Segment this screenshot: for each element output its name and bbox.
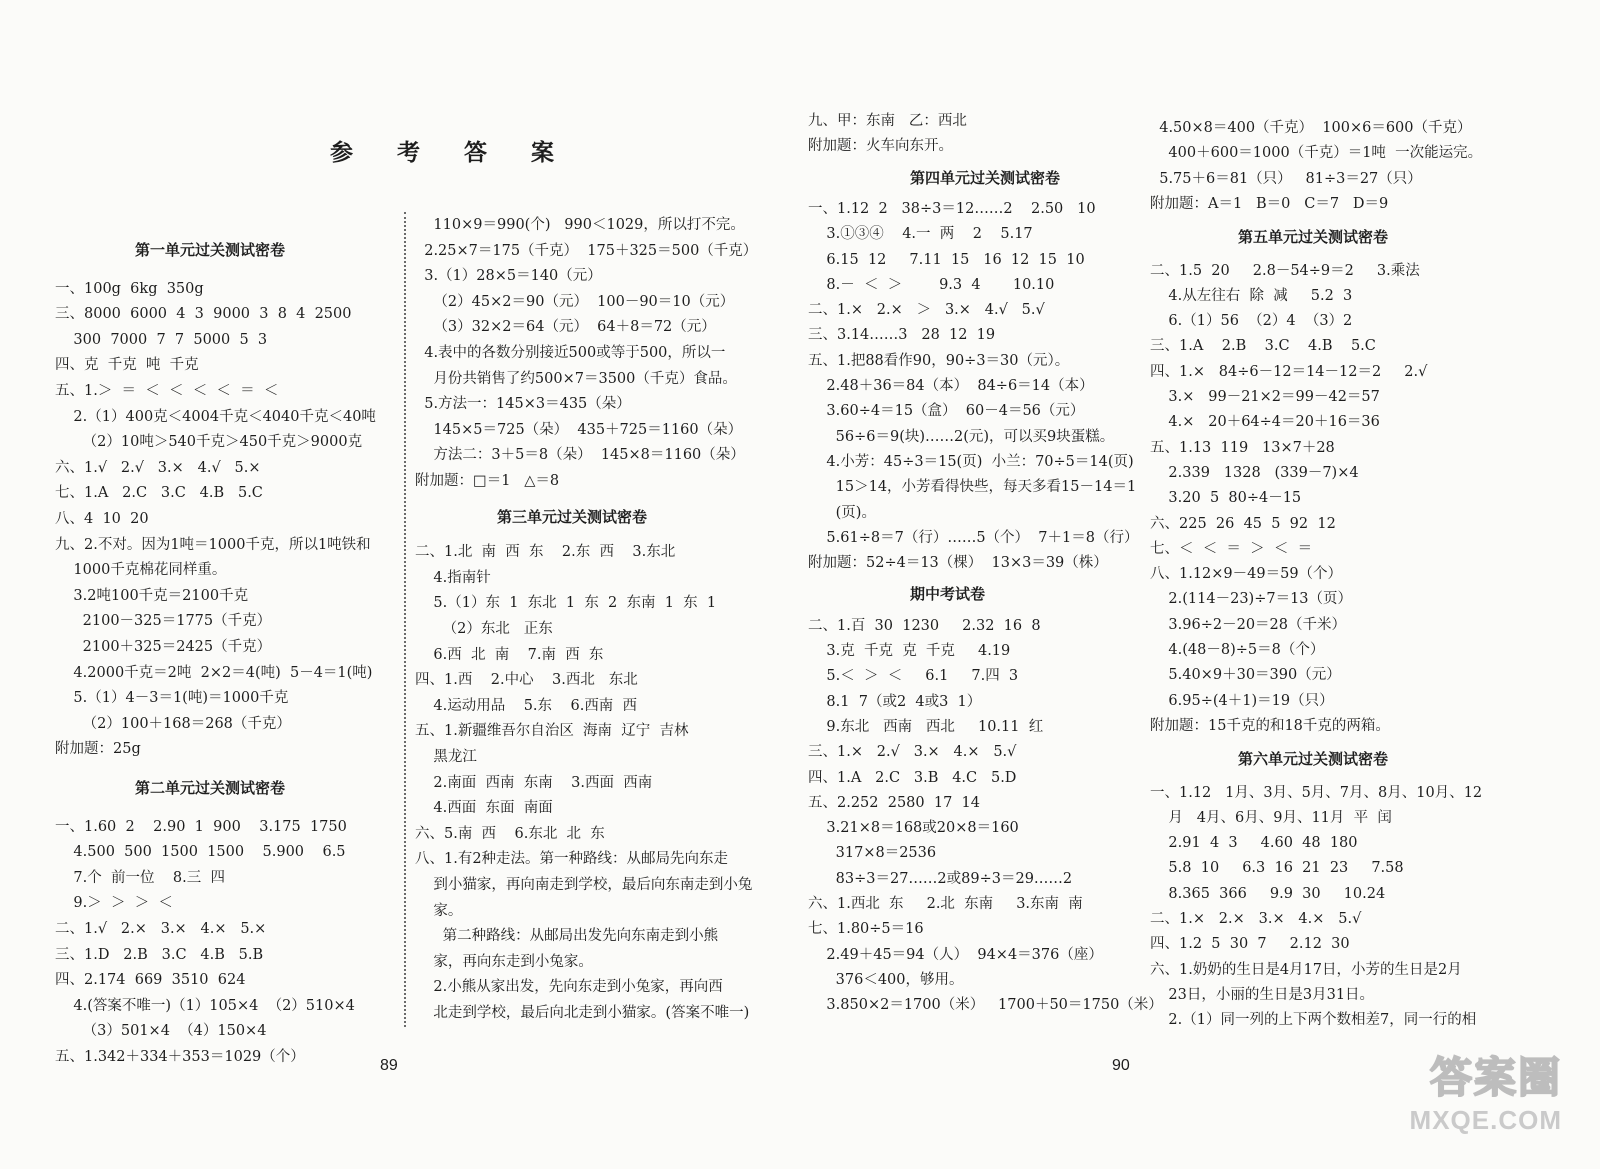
answer-line: 五、1.新疆维吾尔自治区 海南 辽宁 吉林 [415, 723, 689, 740]
answer-line: 3.96÷2－20＝28（千米） [1150, 616, 1346, 633]
page-title: 参 考 答 案 [330, 140, 573, 166]
answer-line: 七、＜ ＜ ＝ ＞ ＜ ＝ [1150, 540, 1313, 557]
section-heading: 第二单元过关测试密卷 [135, 779, 286, 797]
answer-line: （2）45×2＝90（元） 100－90＝10（元） [415, 293, 735, 310]
answer-line: 4.50×8＝400（千克） 100×6＝600（千克） [1150, 120, 1472, 136]
answer-line: 4.500 500 1500 1500 5.900 6.5 [55, 844, 346, 861]
answer-line: 2.(114－23)÷7＝13（页） [1150, 591, 1353, 608]
answer-line: 6.西 北 南 7.南 西 东 [415, 646, 604, 663]
answer-line: 4.小芳：45÷3＝15(页) 小兰：70÷5＝14(页) [808, 453, 1134, 470]
answer-line: (页)。 [808, 504, 876, 521]
page-number-left: 89 [380, 1057, 398, 1074]
answer-line: 2100－325＝1775（千克） [55, 613, 272, 630]
answer-line: （3）32×2＝64（元） 64＋8＝72（元） [415, 319, 716, 336]
answer-line: 七、1.80÷5＝16 [808, 921, 924, 938]
answer-line: 2.339 1328 (339－7)×4 [1150, 464, 1359, 481]
answer-line: 五、2.252 2580 17 14 [808, 794, 980, 811]
page-number-right: 90 [1112, 1057, 1130, 1074]
section-heading: 第六单元过关测试密卷 [1238, 750, 1389, 769]
answer-line: 三、1.D 2.B 3.C 4.B 5.B [55, 946, 264, 963]
watermark-text: 答案圈 [1429, 1053, 1562, 1102]
answer-line: 一、1.60 2 2.90 1 900 3.175 1750 [55, 818, 347, 835]
answer-line: 2.49＋45＝94（人） 94×4＝376（座） [808, 946, 1103, 963]
answer-line: 9.东北 西南 西北 10.11 红 [808, 718, 1044, 735]
answer-line: 8.1 7（或2 4或3 1） [808, 693, 982, 710]
answer-line: 第二种路线：从邮局出发先向东南走到小熊 [415, 928, 719, 945]
answer-line: 五、1.342＋334＋353＝1029（个） [55, 1049, 305, 1065]
answer-line: 二、1.北 南 西 东 2.东 西 3.东北 [415, 544, 676, 561]
answer-line: 4.(答案不唯一)（1）105×4 （2）510×4 [55, 997, 355, 1014]
answer-line: 八、4 10 20 [55, 511, 149, 527]
answer-line: 九、2.不对。因为1吨＝1000千克，所以1吨铁和 [55, 536, 371, 553]
answer-line: 二、1.百 30 1230 2.32 16 8 [808, 617, 1041, 634]
answer-line: 5.＜ ＞ ＜ 6.1 7.四 3 [808, 668, 1019, 685]
answer-line: 二、1.× 2.× 3.× 4.× 5.√ [1150, 911, 1362, 927]
answer-line: 四、1.A 2.C 3.B 4.C 5.D [808, 769, 1017, 786]
answer-line: 3.21×8＝168或20×8＝160 [808, 820, 1019, 837]
answer-line: 3.2吨100千克＝2100千克 [55, 587, 249, 604]
answer-line: 3.× 99－21×2＝99－42＝57 [1150, 389, 1380, 405]
watermark-url: MXQE.COM [1409, 1105, 1562, 1135]
answer-line: 四、1.× 84÷6－12＝14－12＝2 2.√ [1150, 363, 1428, 380]
answer-line: 317×8＝2536 [808, 845, 937, 862]
column-divider [404, 212, 406, 1027]
answer-line: 二、1.5 20 2.8－54÷9＝2 3.乘法 [1150, 262, 1420, 279]
answer-line: 附加题：A＝1 B＝0 C＝7 D＝9 [1150, 195, 1389, 212]
answer-line: 3.20 5 80÷4－15 [1150, 490, 1302, 507]
answer-line: 月 4月、6月、9月、11月 平 闰 [1150, 809, 1392, 826]
answer-line: 三、8000 6000 4 3 9000 3 8 4 2500 [55, 306, 352, 323]
answer-line: 5.61÷8＝7（行）……5（个） 7＋1＝8（行） [808, 529, 1139, 546]
answer-line: 4.运动用品 5.东 6.西南 西 [415, 697, 638, 714]
answer-line: 3.60÷4＝15（盒） 60－4＝56（元） [808, 403, 1085, 420]
answer-line: 2.小熊从家出发，先向东走到小兔家，再向西 [415, 979, 723, 996]
answer-line: （2）10吨＞540千克＞450千克＞9000克 [55, 434, 363, 451]
answer-line: 2.48＋36＝84（本） 84÷6＝14（本） [808, 378, 1094, 394]
answer-line: 6.95÷(4＋1)＝19（只） [1150, 692, 1334, 709]
answer-line: 83÷3＝27……2或89÷3＝29……2 [808, 870, 1073, 887]
answer-line: 5.40×9＋30＝390（元） [1150, 667, 1341, 684]
answer-line: 六、225 26 45 5 92 12 [1150, 515, 1336, 532]
answer-line: 4.2000千克＝2吨 2×2＝4(吨) 5－4＝1(吨) [55, 664, 373, 681]
answer-line: （2）东北 正东 [415, 621, 553, 637]
answer-line: 3.克 千克 克 千克 4.19 [808, 643, 1011, 659]
answer-line: 附加题：□＝1 △＝8 [415, 473, 560, 489]
answer-line: 五、1.13 119 13×7＋28 [1150, 439, 1335, 456]
answer-line: 四、1.2 5 30 7 2.12 30 [1150, 936, 1350, 953]
answer-line: 2.（1）同一列的上下两个数相差7，同一行的相 [1150, 1012, 1477, 1029]
answer-line: 三、1.× 2.√ 3.× 4.× 5.√ [808, 744, 1017, 761]
answer-line: 四、克 千克 吨 千克 [55, 357, 199, 374]
answer-line: 八、1.12×9－49＝59（个） [1150, 566, 1343, 583]
answer-line: 4.(48－8)÷5＝8（个） [1150, 642, 1325, 658]
answer-line: 五、1.＞ ＝ ＜ ＜ ＜ ＜ ＝ ＜ [55, 383, 279, 399]
answer-line: 4.× 20＋64÷4＝20＋16＝36 [1150, 414, 1380, 431]
answer-line: 二、1.√ 2.× 3.× 4.× 5.× [55, 921, 267, 937]
answer-line: 9.＞ ＞ ＞ ＜ [55, 895, 173, 912]
answer-line: 8.365 366 9.9 30 10.24 [1150, 885, 1386, 902]
answer-line: 3.850×2＝1700（米） 1700＋50＝1750（米） [808, 997, 1163, 1014]
answer-line: 7.个 前一位 8.三 四 [55, 869, 225, 886]
section-heading: 第三单元过关测试密卷 [497, 507, 648, 526]
answer-line: 北走到学校，最后向北走到小猫家。(答案不唯一) [415, 1005, 750, 1021]
section-heading: 期中考试卷 [910, 585, 986, 604]
answer-line: 5.（1）4－3＝1(吨)＝1000千克 [55, 690, 289, 707]
answer-line: 家，再向东走到小兔家。 [415, 953, 593, 970]
answer-line: 145×5＝725（朵） 435＋725＝1160（朵） [415, 421, 743, 438]
answer-line: 附加题：15千克的和18千克的两箱。 [1150, 717, 1390, 734]
answer-line: 六、1.西北 东 2.北 东南 3.东南 南 [808, 896, 1083, 912]
answer-line: 一、1.12 2 38÷3＝12……2 2.50 10 [808, 200, 1096, 217]
answer-line: 2.（1）400克＜4004千克＜4040千克＜40吨 [55, 408, 376, 425]
answer-line: 七、1.A 2.C 3.C 4.B 5.C [55, 485, 263, 502]
answer-line: 附加题：25g [55, 741, 141, 758]
answer-line: 六、1.奶奶的生日是4月17日，小芳的生日是2月 [1150, 961, 1462, 978]
watermark-logo [1409, 1045, 1562, 1145]
answer-line: 110×9＝990(个) 990＜1029，所以打不完。 [415, 217, 745, 233]
answer-line: 376＜400，够用。 [808, 971, 964, 988]
answer-line: 九、甲：东南 乙：西北 [808, 113, 967, 129]
answer-line: 8.－ ＜ ＞ 9.3 4 10.10 [808, 276, 1055, 293]
answer-line: 八、1.有2种走法。第一种路线：从邮局先向东走 [415, 851, 729, 868]
answer-line: （3）501×4 （4）150×4 [55, 1023, 267, 1040]
answer-line: 附加题：52÷4＝13（棵） 13×3＝39（株） [808, 555, 1108, 572]
answer-line: 300 7000 7 7 5000 5 3 [55, 331, 268, 348]
section-heading: 第四单元过关测试密卷 [910, 168, 1061, 187]
answer-line: 1000千克棉花同样重。 [55, 562, 227, 579]
answer-line: 56÷6＝9(块)……2(元)，可以买9块蛋糕。 [808, 428, 1115, 445]
answer-line: 一、1.12 1月、3月、5月、7月、8月、10月、12 [1150, 784, 1483, 801]
answer-line: 黑龙江 [415, 749, 477, 765]
answer-line: 3.①③④ 4.一 两 2 5.17 [808, 226, 1033, 243]
answer-line: 2100＋325＝2425（千克） [55, 639, 272, 655]
answer-line: 四、1.西 2.中心 3.西北 东北 [415, 672, 638, 689]
answer-line: 二、1.× 2.× ＞ 3.× 4.√ 5.√ [808, 302, 1045, 319]
answer-line: 15＞14，小芳看得快些，每天多看15－14＝1 [808, 479, 1137, 496]
answer-line: 三、3.14……3 28 12 19 [808, 327, 996, 344]
answer-line: 5.方法一：145×3＝435（朵） [415, 396, 631, 413]
answer-line: 三、1.A 2.B 3.C 4.B 5.C [1150, 338, 1376, 355]
section-heading: 第一单元过关测试密卷 [135, 241, 286, 259]
answer-line: 3.（1）28×5＝140（元） [415, 268, 602, 285]
answer-line: 2.91 4 3 4.60 48 180 [1150, 835, 1358, 852]
answer-line: 到小猫家，再向南走到学校，最后向东南走到小兔 [415, 877, 753, 893]
answer-line: 月份共销售了约500×7＝3500（千克）食品。 [415, 370, 737, 387]
answer-line: 6.（1）56 （2）4 （3）2 [1150, 313, 1353, 330]
answer-line: 2.25×7＝175（千克） 175＋325＝500（千克） [415, 242, 758, 259]
answer-line: 四、2.174 669 3510 624 [55, 972, 246, 989]
section-heading: 第五单元过关测试密卷 [1238, 228, 1389, 247]
answer-line: 附加题：火车向东开。 [808, 138, 953, 155]
answer-line: 4.指南针 [415, 569, 491, 586]
answer-line: 5.8 10 6.3 16 21 23 7.58 [1150, 860, 1404, 877]
answer-line: 4.从左往右 除 减 5.2 3 [1150, 287, 1353, 304]
answer-line: 一、100g 6kg 350g [55, 280, 204, 297]
answer-line: 6.15 12 7.11 15 16 12 15 10 [808, 251, 1085, 268]
answer-line: 方法二：3＋5＝8（朵） 145×8＝1160（朵） [415, 447, 745, 464]
answer-line: （2）100＋168＝268（千克） [55, 715, 291, 732]
answer-line: 家。 [415, 902, 463, 919]
answer-line: 400＋600＝1000（千克）＝1吨 一次能运完。 [1150, 145, 1483, 162]
answer-line: 23日，小丽的生日是3月31日。 [1150, 986, 1375, 1003]
answer-line: 六、1.√ 2.√ 3.× 4.√ 5.× [55, 459, 261, 476]
answer-line: 4.西面 东面 南面 [415, 800, 553, 817]
answer-line: 5.75＋6＝81（只） 81÷3＝27（只） [1150, 170, 1422, 187]
answer-line: 2.南面 西南 东南 3.西面 西南 [415, 774, 653, 791]
answer-line: 5.（1）东 1 东北 1 东 2 东南 1 东 1 [415, 595, 717, 612]
answer-line: 六、5.南 西 6.东北 北 东 [415, 825, 605, 842]
answer-line: 4.表中的各数分别接近500或等于500，所以一 [415, 345, 726, 361]
answer-line: 五、1.把88看作90，90÷3＝30（元）。 [808, 352, 1070, 369]
